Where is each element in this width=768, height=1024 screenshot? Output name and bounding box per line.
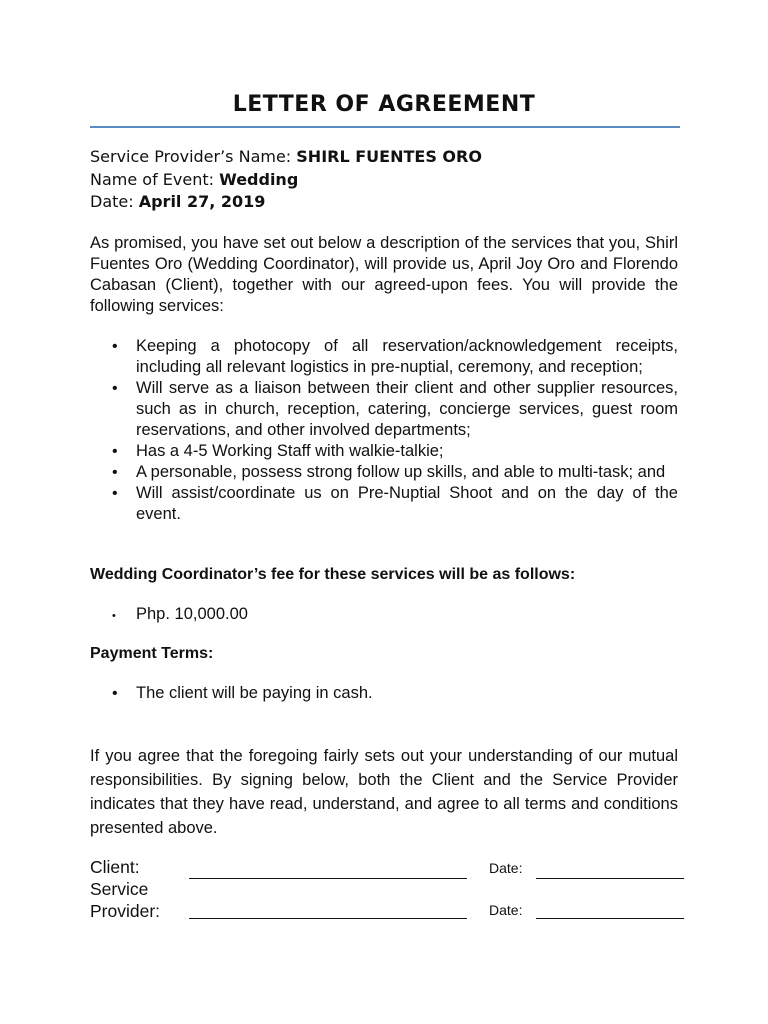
list-item-text: The client will be paying in cash. [136,684,373,702]
meta-label: Date: [90,192,139,211]
bullet-icon: • [112,685,118,702]
list-item-text: Will serve as a liaison between their client and other supplier resources, such as in church, reception, catering, concierge services, guest room reservations, and other involved departments; [136,379,678,439]
list-item-text: Has a 4-5 Working Staff with walkie-talkie; [136,442,444,460]
fee-heading: Wedding Coordinator’s fee for these services will be as follows: [90,566,576,583]
services-list [90,336,678,525]
list-item [90,483,678,525]
meta-value: Wedding [219,169,299,189]
provider-date-line [536,918,684,919]
client-signature-line [189,878,467,879]
bullet-icon: • [112,443,118,460]
client-date-label: Date: [489,860,523,876]
list-item-text: Php. 10,000.00 [136,605,248,623]
provider-label-line1: Service [90,879,149,899]
list-item [90,378,678,441]
meta-value: SHIRL FUENTES ORO [296,147,482,166]
provider-signature-line [189,918,467,919]
meta-label: Service Provider’s Name: [90,147,297,166]
bullet-icon: • [112,610,116,622]
list-item-text: A personable, possess strong follow up skills, and able to multi-task; and [136,463,666,481]
list-item [90,462,678,483]
agreement-paragraph: If you agree that the foregoing fairly sets out your understanding of our mutual responsibilities. By signing below, both the Client and the Service Provider indicates that they have read, understand, and agree to all terms and conditions presented above. [90,747,678,837]
list-item [90,683,678,704]
fee-list [90,604,678,625]
provider-date-label: Date: [489,902,523,918]
provider-label-line2: Provider: [90,901,161,921]
bullet-icon: • [112,464,118,481]
bullet-icon: • [112,338,118,355]
payment-heading: Payment Terms: [90,645,214,662]
meta-value: April 27, 2019 [138,192,266,211]
meta-event [90,169,482,192]
document-title: LETTER OF AGREEMENT [232,92,536,117]
list-item [90,604,678,625]
bullet-icon: • [112,485,118,502]
payment-list [90,683,678,704]
meta-block [90,146,482,214]
bullet-icon: • [112,380,118,397]
intro-paragraph: As promised, you have set out below a description of the services that you, Shirl Fuentes Oro (Wedding Coordinator), will provide us, April Joy Oro and Florendo Cabasan (Client), together with our agreed-upon fees. You will provide the following services: [90,234,678,315]
list-item [90,441,678,462]
list-item [90,336,678,378]
client-date-line [536,878,684,879]
meta-date [90,191,482,214]
client-label: Client: [90,857,140,877]
list-item-text: Will assist/coordinate us on Pre-Nuptial Shoot and on the day of the event. [136,484,678,523]
title-divider [90,126,680,128]
meta-label: Name of Event: [90,169,220,189]
list-item-text: Keeping a photocopy of all reservation/acknowledgement receipts, including all relevant logistics in pre-nuptial, ceremony, and reception; [136,337,678,376]
meta-provider [90,146,482,169]
